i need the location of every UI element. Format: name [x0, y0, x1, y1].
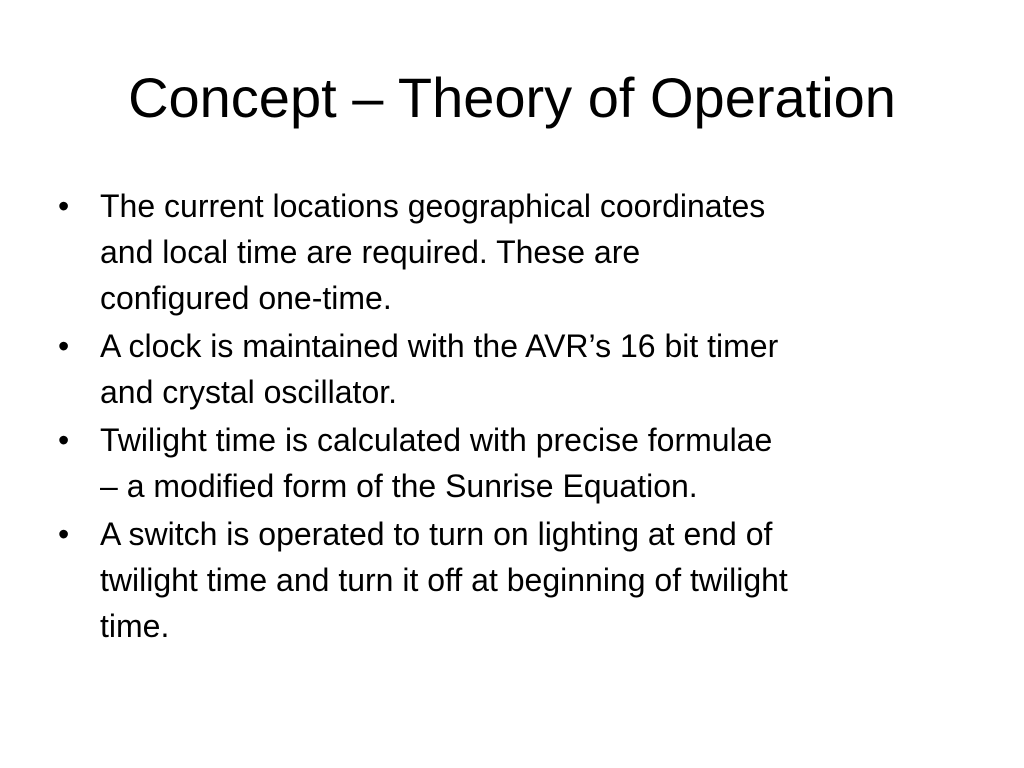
bullet-item-coordinates	[56, 183, 986, 321]
bullet-item-twilight	[56, 417, 986, 509]
bullet-line: and crystal oscillator.	[100, 374, 398, 410]
bullet-line: A switch is operated to turn on lighting at end of	[100, 516, 773, 552]
slide-title: Concept – Theory of Operation	[128, 66, 896, 129]
bullet-line: – a modified form of the Sunrise Equation.	[100, 468, 698, 504]
bullet-line: The current locations geographical coordinates	[100, 188, 766, 224]
bullet-item-clock	[56, 323, 986, 415]
bullet-dot: •	[58, 328, 70, 364]
bullet-dot: •	[58, 188, 70, 224]
bullet-list	[56, 183, 986, 649]
bullet-dot: •	[58, 422, 70, 458]
bullet-line: A clock is maintained with the AVR’s 16 bit timer	[100, 328, 779, 364]
bullet-item-switch	[56, 511, 986, 649]
bullet-line: and local time are required. These are	[100, 234, 641, 270]
bullet-line: time.	[100, 608, 170, 644]
bullet-line: configured one-time.	[100, 280, 392, 316]
bullet-line: Twilight time is calculated with precise formulae	[100, 422, 773, 458]
bullet-line: twilight time and turn it off at beginning of twilight	[100, 562, 788, 598]
bullet-dot: •	[58, 516, 70, 552]
